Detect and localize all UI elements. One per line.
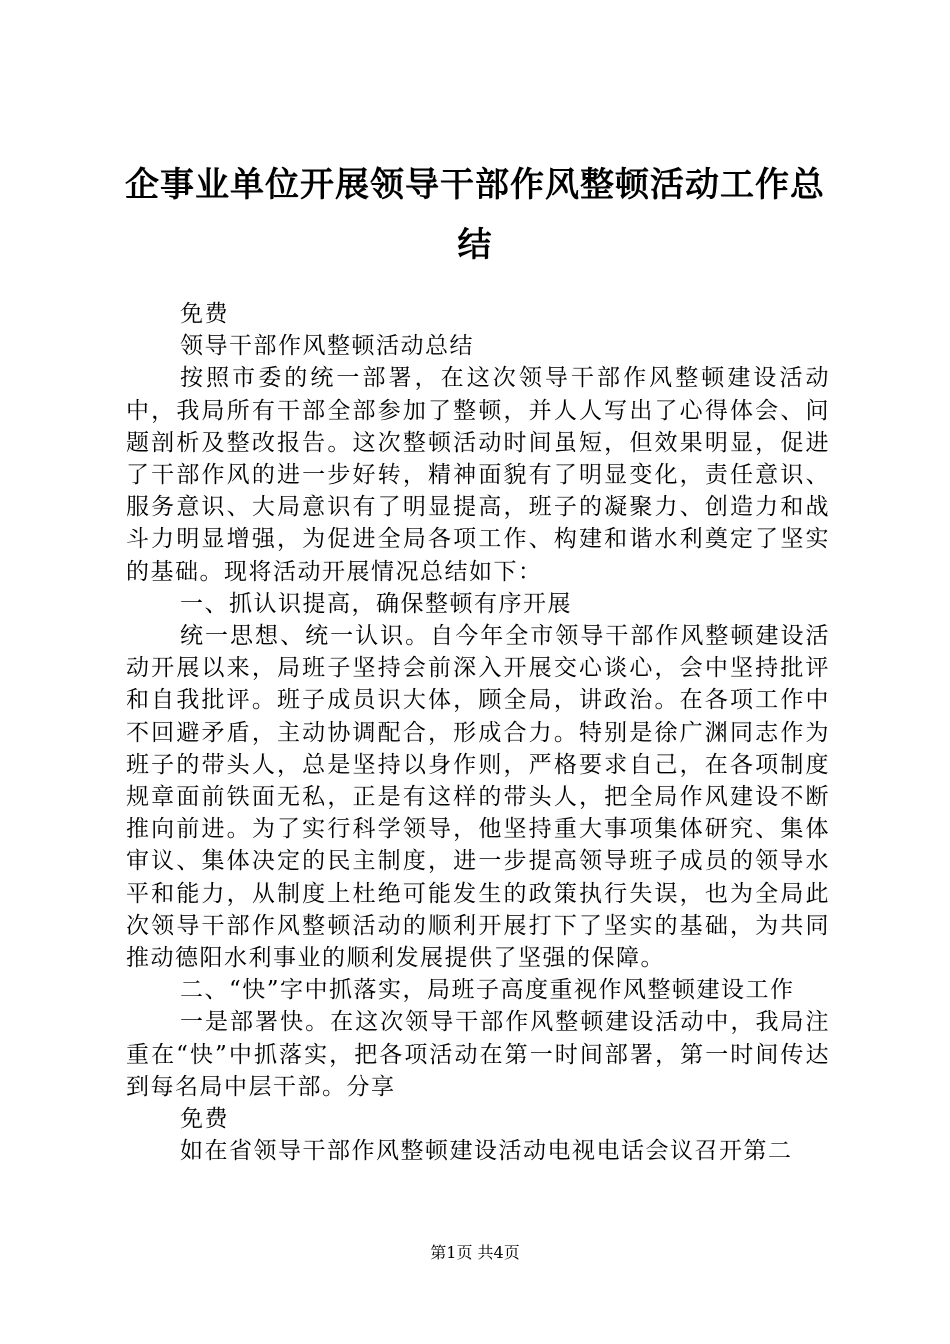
paragraph-section-2: 一是部署快。在这次领导干部作风整顿建设活动中，我局注重在“快”中抓落实，把各项活动在第一时间部署，第一时间传达到每名局中层干部。分享 (126, 1009, 830, 1100)
section-heading-2: 二、“快”字中抓落实，局班子高度重视作风整顿建设工作 (180, 977, 795, 1004)
paragraph-subtitle: 领导干部作风整顿活动总结 (180, 333, 474, 360)
paragraph-section-1: 统一思想、统一认识。自今年全市领导干部作风整顿建设活动开展以来，局班子坚持会前深入开展交心谈心，会中坚持批评和自我批评。班子成员识大体，顾全局，讲政治。在各项工作中不回避矛盾，主动协调配合，形成合力。特别是徐广渊同志作为班子的带头人，总是坚持以身作则，严格要求自己，在各项制度规章面前铁面无私，正是有这样的带头人，把全局作风建设不断推向前进。为了实行科学领导，他坚持重大事项集体研究、集体审议、集体决定的民主制度，进一步提高领导班子成员的领导水平和能力，从制度上杜绝可能发生的政策执行失误，也为全局此次领导干部作风整顿活动的顺利开展打下了坚实的基础，为共同推动德阳水利事业的顺利发展提供了坚强的保障。 (126, 623, 830, 972)
paragraph-continued: 如在省领导干部作风整顿建设活动电视电话会议召开第二 (180, 1138, 793, 1165)
document-body (126, 298, 830, 1167)
page-footer: 第1页 共4页 (430, 1243, 520, 1262)
section-heading-1: 一、抓认识提高，确保整顿有序开展 (180, 590, 572, 617)
paragraph-free-label: 免费 (180, 301, 229, 327)
paragraph-free-label-2: 免费 (180, 1106, 229, 1133)
paragraph-intro: 按照市委的统一部署，在这次领导干部作风整顿建设活动中，我局所有干部全部参加了整顿，并人人写出了心得体会、问题剖析及整改报告。这次整顿活动时间虽短，但效果明显，促进了干部作风的进一步好转，精神面貌有了明显变化，责任意识、服务意识、大局意识有了明显提高，班子的凝聚力、创造力和战斗力明显增强，为促进全局各项工作、构建和谐水利奠定了坚实的基础。现将活动开展情况总结如下： (126, 365, 830, 585)
document-title: 企事业单位开展领导干部作风整顿活动工作总结 (125, 165, 825, 265)
